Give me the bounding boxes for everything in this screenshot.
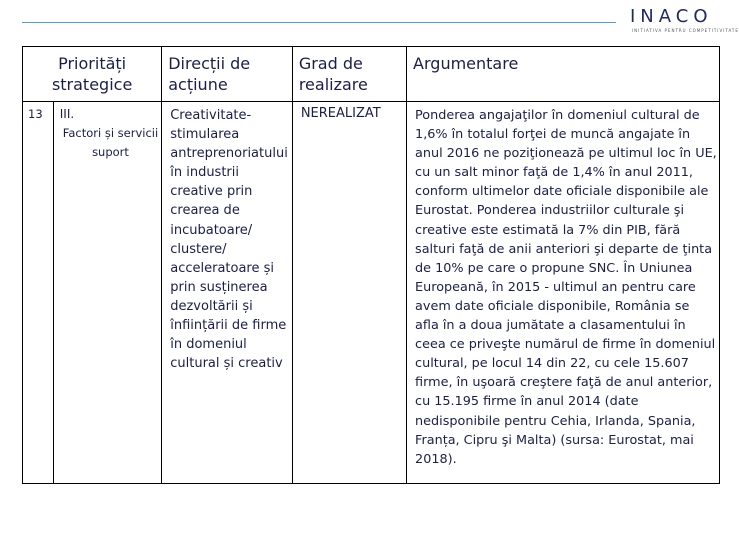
header-divider-line <box>22 22 616 23</box>
argument-cell <box>407 102 720 484</box>
priority-cell <box>53 102 161 484</box>
status-text: NEREALIZAT <box>300 106 381 121</box>
status-cell <box>292 102 406 484</box>
table-row <box>23 102 720 484</box>
header-status: Grad de realizare <box>292 47 406 102</box>
direction-cell <box>162 102 293 484</box>
header-priorities: Priorități strategice <box>23 47 162 102</box>
inaco-logo <box>630 6 739 38</box>
logo-brand: INACO <box>630 6 713 27</box>
direction-text: Creativitate- stimularea antreprenoriatului în industrii creative prin crearea de incubatoare/ clustere/ acceleratoare și prin susținerea dezvoltării și înființării de firme în domeniul cultural și creativ <box>170 108 288 372</box>
row-number-cell <box>23 102 54 484</box>
priority-text: Factori și servicii suport <box>62 126 159 159</box>
argument-text: Ponderea angajaţilor în domeniul cultural de 1,6% în totalul forţei de muncă angajate în anul 2016 ne poziţionează pe ultimul loc în UE, cu un salt minor faţă de 1,4% în anul 2011, conform ultimelor date oficiale disponibile ale Eurostat. Ponderea industriilor culturale şi creative este estimată la 7% din PIB, fără salturi faţă de anii anteriori şi departe de ţinta de 10% pe care o propune SNC. În Uniunea Europeană, în 2015 - ultimul an pentru care avem date oficiale disponibile, România se afla în a doua jumătate a clasamentului în ceea ce priveşte numărul de firme în domeniul cultural, pe locul 14 din 22, cu cele 15.607 firme, în uşoară creştere faţă de anul anterior, cu 15.195 firme în anul 2014 (date nedisponibile pentru Cehia, Irlanda, Spania, Franța, Cipru şi Malta) (sursa: Eurostat, mai 2018). <box>415 108 717 467</box>
header-arguments: Argumentare <box>407 47 720 102</box>
priority-number: III. <box>59 107 75 121</box>
strategy-table <box>22 46 720 484</box>
logo-tagline: INITIATIVA PENTRU COMPETITIVITATE <box>632 28 739 33</box>
table-header-row <box>23 47 720 102</box>
header-directions: Direcții de acțiune <box>162 47 293 102</box>
row-number: 13 <box>28 107 43 121</box>
